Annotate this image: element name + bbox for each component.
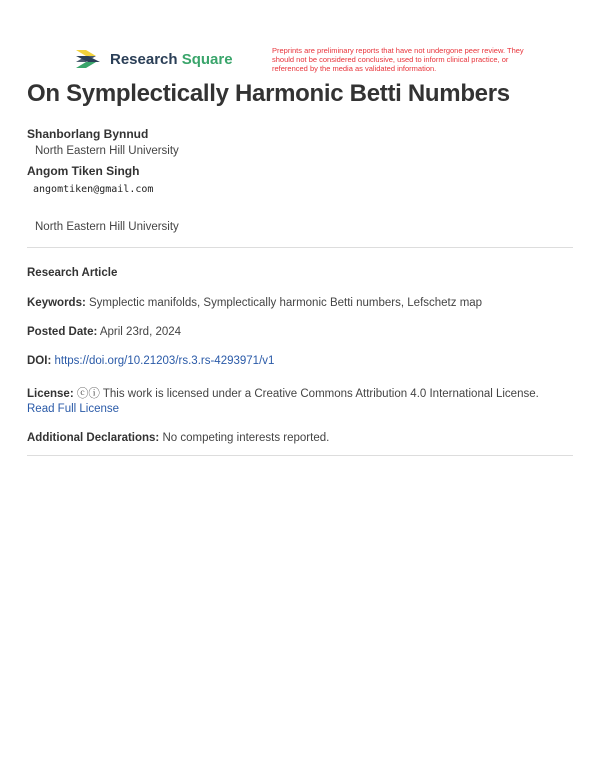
doi-link[interactable]: https://doi.org/10.21203/rs.3.rs-4293971/v1: [54, 355, 275, 367]
page-title: On Symplectically Harmonic Betti Numbers: [27, 80, 510, 107]
author-name: Angom Tiken Singh: [27, 164, 140, 178]
logo-icon: [74, 48, 104, 70]
divider: [27, 247, 573, 248]
author-name: Shanborlang Bynnud: [27, 127, 149, 141]
attribution-icon: ⓘ: [88, 388, 100, 400]
license: License: ⓒⓘ This work is licensed under a Creative Commons Attribution 4.0 International License.: [27, 388, 539, 400]
keywords: Keywords: Symplectic manifolds, Symplectically harmonic Betti numbers, Lefschetz map: [27, 297, 483, 309]
doi: DOI: https://doi.org/10.21203/rs.3.rs-4293971/v1: [27, 355, 275, 367]
cc-icon: ⓒ: [76, 388, 89, 400]
author-affiliation: North Eastern Hill University: [35, 221, 179, 233]
author-affiliation: North Eastern Hill University: [35, 145, 179, 157]
read-full-license-link[interactable]: Read Full License: [27, 403, 120, 415]
author-email[interactable]: angomtiken@gmail.com: [33, 184, 154, 195]
posted-date: Posted Date: April 23rd, 2024: [27, 326, 182, 338]
logo-text: Research Square: [110, 50, 233, 68]
article-type: Research Article: [27, 267, 118, 279]
declarations: Additional Declarations: No competing interests reported.: [27, 432, 330, 444]
divider: [27, 455, 573, 456]
preprint-disclaimer: Preprints are preliminary reports that have not undergone peer review. They should not be considered conclusive, used to inform clinical practice, or referenced by the media as validated information.: [272, 46, 524, 73]
license-link-row: [27, 403, 119, 415]
research-square-logo[interactable]: [74, 48, 233, 70]
